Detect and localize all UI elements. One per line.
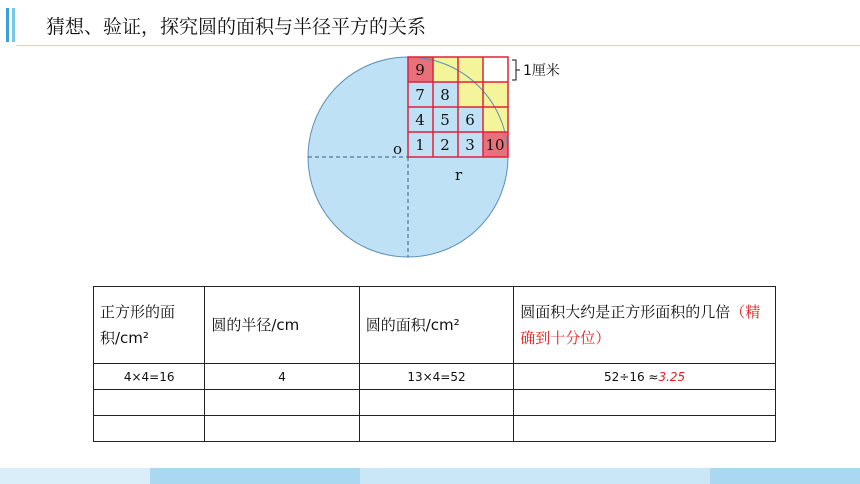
unit-grid <box>408 57 508 157</box>
cell-circle-area[interactable] <box>359 390 513 416</box>
header-ratio-text: 圆面积大约是正方形面积的几倍 <box>520 303 731 321</box>
cell-radius: 4 <box>205 364 359 390</box>
cell-ratio-expr: 52÷16 ≈ <box>604 369 659 384</box>
grid-number: 8 <box>440 86 450 104</box>
header-ratio <box>514 287 776 364</box>
grid-cell-yellow <box>458 57 483 82</box>
grid-cell-yellow <box>483 82 508 107</box>
header-square-area: 正方形的面积/cm² <box>94 287 205 364</box>
grid-number: 9 <box>415 61 425 79</box>
table-row <box>94 364 776 390</box>
cell-radius[interactable] <box>205 416 359 442</box>
table-header-row <box>94 287 776 364</box>
table-row <box>94 416 776 442</box>
grid-number: 2 <box>440 136 450 154</box>
cell-square-area[interactable] <box>94 390 205 416</box>
grid-number: 5 <box>440 111 450 129</box>
cell-circle-area[interactable] <box>359 416 513 442</box>
header-ratio-precision: （精确到十分位） <box>520 303 761 347</box>
cell-ratio[interactable] <box>514 390 776 416</box>
cell-circle-area: 13×4=52 <box>359 364 513 390</box>
grid-number: 10 <box>485 136 505 154</box>
grid-number: 3 <box>465 136 475 154</box>
cell-ratio <box>514 364 776 390</box>
grid-cell-yellow <box>458 82 483 107</box>
grid-number: 1 <box>415 136 425 154</box>
header-circle-area: 圆的面积/cm² <box>359 287 513 364</box>
footer-bar <box>0 468 860 484</box>
cell-square-area[interactable] <box>94 416 205 442</box>
cell-ratio-note: 3.25 <box>658 369 686 384</box>
cell-radius[interactable] <box>205 390 359 416</box>
page-title: 猜想、验证，探究圆的面积与半径平方的关系 <box>46 16 427 38</box>
grid-number: 7 <box>415 86 425 104</box>
unit-bracket-icon <box>512 60 520 80</box>
cell-square-area: 4×4=16 <box>94 364 205 390</box>
grid-number: 4 <box>415 111 425 129</box>
header-radius: 圆的半径/cm <box>205 287 359 364</box>
radius-label: r <box>455 166 463 184</box>
grid-cell-outside <box>483 57 508 82</box>
cell-ratio[interactable] <box>514 416 776 442</box>
results-table <box>93 286 776 442</box>
table-row <box>94 390 776 416</box>
unit-label: 1厘米 <box>523 63 560 79</box>
grid-number: 6 <box>465 111 475 129</box>
origin-label: o <box>393 140 403 158</box>
